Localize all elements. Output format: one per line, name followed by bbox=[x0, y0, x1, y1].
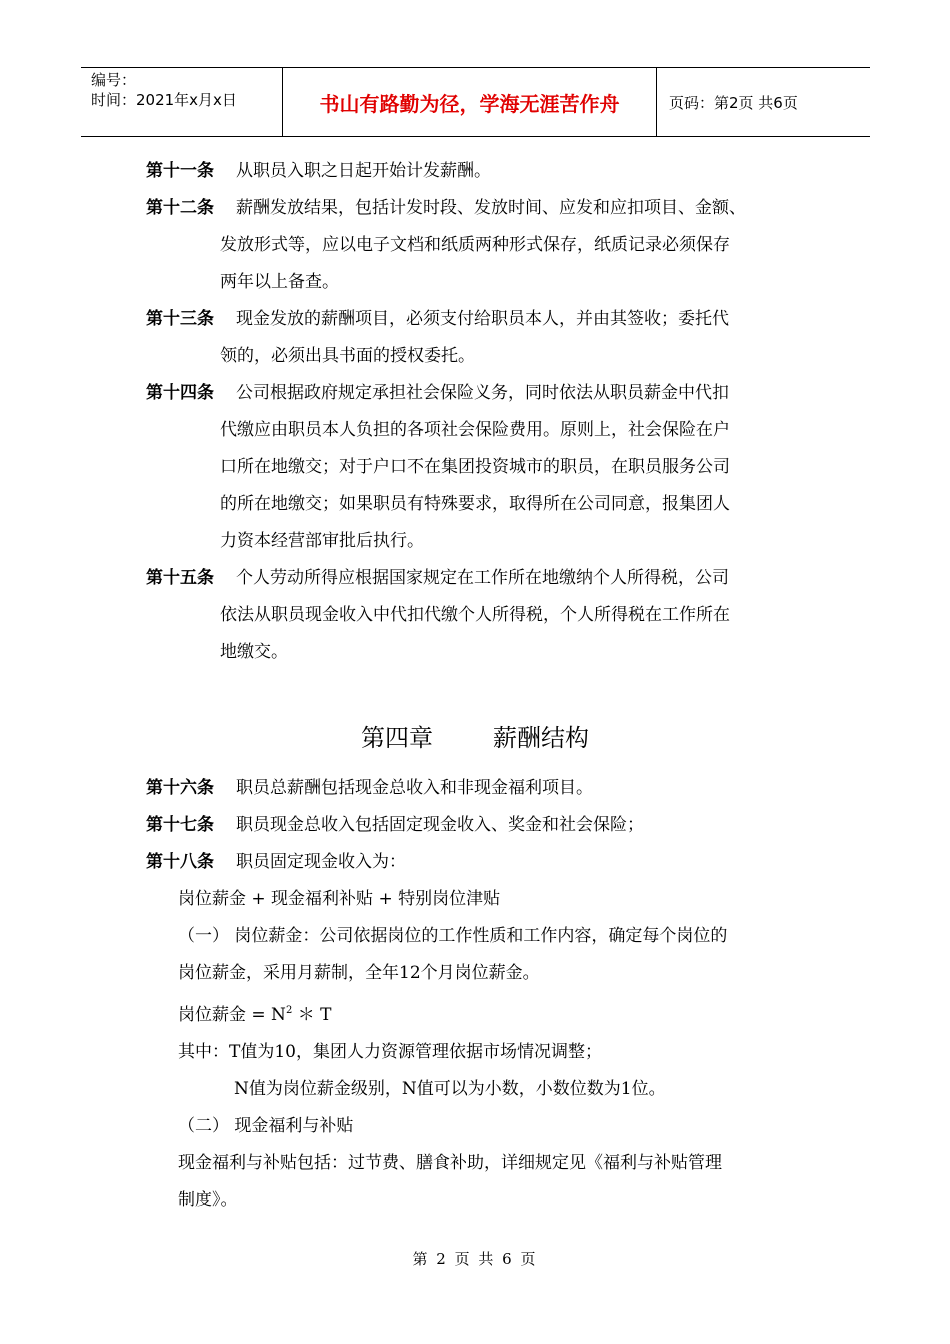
item2-line1: 现金福利与补贴包括：过节费、膳食补助，详细规定见《福利与补贴管理 bbox=[178, 1153, 722, 1173]
article-label: 第十五条 bbox=[146, 568, 214, 588]
article-text-line: 领的，必须出具书面的授权委托。 bbox=[220, 346, 475, 366]
article-label: 第十三条 bbox=[146, 309, 214, 329]
header-meta bbox=[81, 68, 283, 136]
articles-section-a bbox=[146, 153, 816, 671]
n-definition-line: N值为岗位薪金级别，N值可以为小数，小数位数为1位。 bbox=[234, 1079, 666, 1099]
article bbox=[146, 807, 826, 844]
item2-title: （二） 现金福利与补贴 bbox=[178, 1116, 354, 1136]
article bbox=[146, 153, 816, 190]
article bbox=[146, 560, 816, 671]
where-line: 其中：T值为10，集团人力资源管理依据市场情况调整； bbox=[178, 1042, 602, 1062]
article-text-line: 依法从职员现金收入中代扣代缴个人所得税，个人所得税在工作所在 bbox=[220, 605, 730, 625]
article-text-line: 两年以上备查。 bbox=[220, 272, 339, 292]
item1-line1: （一） 岗位薪金：公司依据岗位的工作性质和工作内容，确定每个岗位的 bbox=[178, 926, 728, 946]
fixed-income-formula: 岗位薪金 + 现金福利补贴 + 特别岗位津贴 bbox=[178, 889, 501, 909]
article-text-line: 个人劳动所得应根据国家规定在工作所在地缴纳个人所得税，公司 bbox=[236, 568, 729, 588]
article-text-line: 口所在地缴交；对于户口不在集团投资城市的职员，在职员服务公司 bbox=[220, 457, 730, 477]
chapter-heading bbox=[0, 718, 950, 753]
article-text-line: 现金发放的薪酬项目，必须支付给职员本人，并由其签收；委托代 bbox=[236, 309, 729, 329]
article-text-line: 职员现金总收入包括固定现金收入、奖金和社会保险； bbox=[236, 815, 644, 835]
article bbox=[146, 770, 826, 807]
article-text-line: 发放形式等，应以电子文档和纸质两种形式保存，纸质记录必须保存 bbox=[220, 235, 730, 255]
document-header bbox=[81, 67, 870, 137]
article-text-line: 公司根据政府规定承担社会保险义务，同时依法从职员薪金中代扣 bbox=[236, 383, 729, 403]
article-text-line: 代缴应由职员本人负担的各项社会保险费用。原则上，社会保险在户 bbox=[220, 420, 730, 440]
salary-formula-exponent: 2 bbox=[285, 1005, 293, 1016]
chapter-title: 薪酬结构 bbox=[493, 724, 589, 752]
article-text-line: 地缴交。 bbox=[220, 642, 288, 662]
article-text-line: 力资本经营部审批后执行。 bbox=[220, 531, 424, 551]
article-label: 第十二条 bbox=[146, 198, 214, 218]
salary-formula bbox=[178, 992, 826, 1034]
article-text-line: 从职员入职之日起开始计发薪酬。 bbox=[236, 161, 491, 181]
salary-formula-post: ＊ T bbox=[292, 1005, 332, 1025]
item1-line2: 岗位薪金，采用月薪制，全年12个月岗位薪金。 bbox=[178, 963, 540, 983]
item2-line2: 制度》。 bbox=[178, 1190, 238, 1210]
article bbox=[146, 375, 816, 560]
articles-section-b bbox=[146, 770, 826, 1219]
article-label: 第十一条 bbox=[146, 161, 214, 181]
article bbox=[146, 301, 816, 375]
article-text-line: 职员固定现金收入为： bbox=[236, 852, 406, 872]
chapter-number: 第四章 bbox=[361, 724, 433, 752]
number-label: 编号： bbox=[91, 71, 137, 89]
page-footer: 第 2 页 共 6 页 bbox=[412, 1250, 538, 1268]
header-motto: 书山有路勤为径，学海无涯苦作舟 bbox=[283, 68, 657, 136]
article-label: 第十六条 bbox=[146, 778, 214, 798]
article-text-line: 的所在地缴交；如果职员有特殊要求，取得所在公司同意，报集团人 bbox=[220, 494, 730, 514]
salary-formula-pre: 岗位薪金 = N bbox=[178, 1005, 286, 1025]
article bbox=[146, 844, 826, 881]
header-page-info: 页码：第2页 共6页 bbox=[669, 93, 798, 112]
article-text-line: 职员总薪酬包括现金总收入和非现金福利项目。 bbox=[236, 778, 593, 798]
article-label: 第十七条 bbox=[146, 815, 214, 835]
article-text-line: 薪酬发放结果，包括计发时段、发放时间、应发和应扣项目、金额、 bbox=[236, 198, 746, 218]
time-label: 时间：2021年x月x日 bbox=[91, 91, 237, 109]
article-label: 第十四条 bbox=[146, 383, 214, 403]
article-label: 第十八条 bbox=[146, 852, 214, 872]
article bbox=[146, 190, 816, 301]
